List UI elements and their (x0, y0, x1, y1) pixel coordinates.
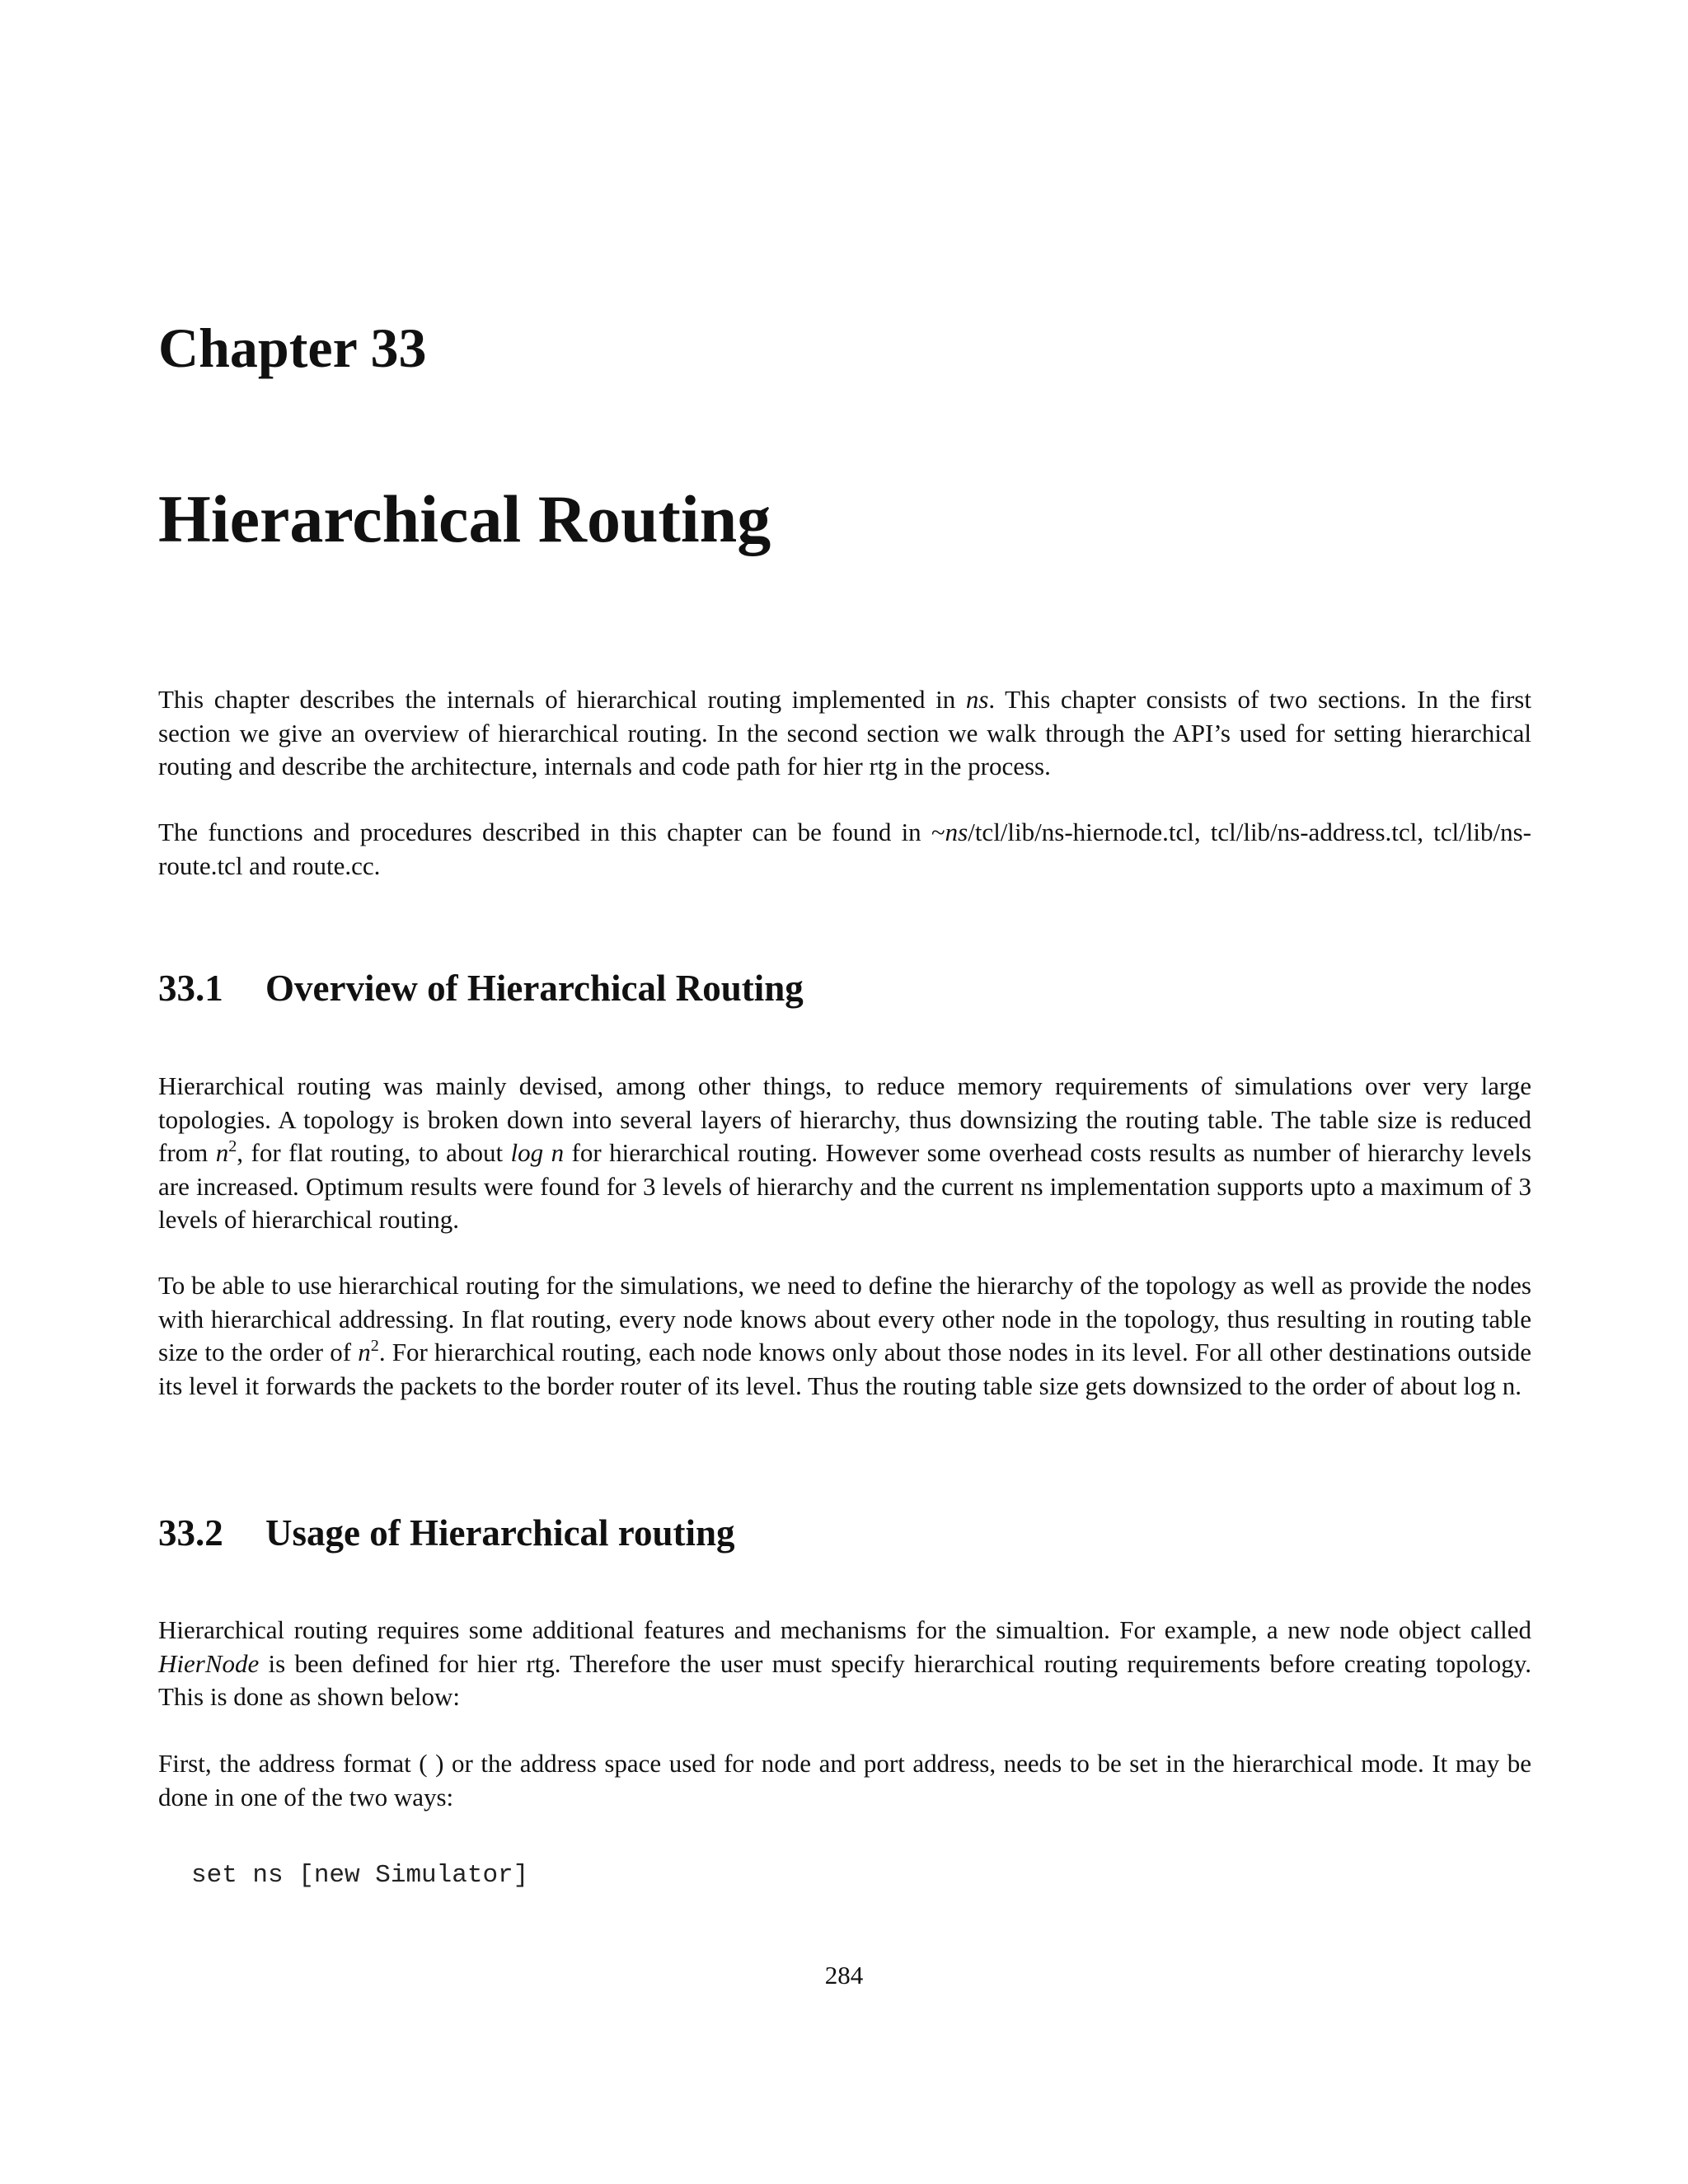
section-1-title: Overview of Hierarchical Routing (265, 968, 804, 1009)
section-2-heading (158, 1511, 1531, 1555)
section-2-heading-block (158, 1511, 1531, 1555)
section-2-paragraph-1: Hierarchical routing requires some additional features and mechanisms for the simualtion. For example, a new node object called HierNode is been defined for hier rtg. Therefore the user must specify hierarchical routing requirements before creating topology. This is done as shown below: (158, 1615, 1531, 1711)
code-line: set ns [new Simulator] (191, 1861, 529, 1890)
section-1-paragraph-2: To be able to use hierarchical routing for the simulations, we need to define the hierarchy of the topology as well as provide the nodes with hierarchical addressing. In flat routing, every node knows about every other node in the topology, thus resulting in routing table size to the order of $n^2$. For hierarchical routing, each node knows only about those nodes in its level. For all other destinations outside its level it forwards the packets to the border router of its level. Thus the routing table size gets downsized to the order of about log n. (158, 1271, 1531, 1400)
section-2-paragraph-2-block (158, 1747, 1531, 1814)
ns-emphasis: ns (945, 818, 968, 846)
ns-emphasis: ns (965, 685, 989, 714)
section-2-paragraph-1-block (158, 1614, 1531, 1714)
section-1-heading (158, 966, 1531, 1010)
intro-paragraph-2: The functions and procedures described in this chapter can be found in ~ns/tcl/lib/ns-hiernode.tcl, tcl/lib/ns-address.tcl, tcl/lib/ns-route.tcl and route.cc. (158, 818, 1531, 880)
intro-paragraph-2-block (158, 816, 1531, 883)
intro-paragraph-1: This chapter describes the internals of hierarchical routing implemented in ns. This chapter consists of two sections. In the first section we give an overview of hierarchical routing. In the second section we walk through the API’s used for setting hierarchical routing and describe the architecture, internals and code path for hier rtg in the process. (158, 685, 1531, 780)
section-2-title: Usage of Hierarchical routing (265, 1512, 735, 1554)
section-1-paragraph-2-block (158, 1269, 1531, 1403)
chapter-number: Chapter 33 (158, 316, 427, 379)
section-2-paragraph-2: First, the address format ( ) or the address space used for node and port address, needs to be set in the hierarchical mode. It may be done in one of the two ways: (158, 1749, 1531, 1811)
section-1-number: 33.1 (158, 968, 223, 1009)
chapter-title: Hierarchical Routing (158, 481, 771, 556)
page-number: 284 (824, 1961, 864, 1990)
intro-paragraph-1-block (158, 683, 1531, 784)
hiernode-emphasis: HierNode (158, 1648, 260, 1678)
section-1-heading-block (158, 966, 1531, 1010)
section-2-number: 33.2 (158, 1512, 223, 1554)
section-1-paragraph-1: Hierarchical routing was mainly devised, among other things, to reduce memory requirements of simulations over very large topologies. A topology is broken down into several layers of hierarchy, thus downsizing the routing table. The table size is reduced from $n^2$, for flat routing, to about log n for hierarchical routing. However some overhead costs results as number of hierarchy levels are increased. Optimum results were found for 3 levels of hierarchy and the current ns implementation supports upto a maximum of 3 levels of hierarchical routing. (158, 1071, 1531, 1234)
section-1-paragraph-1-block (158, 1070, 1531, 1237)
